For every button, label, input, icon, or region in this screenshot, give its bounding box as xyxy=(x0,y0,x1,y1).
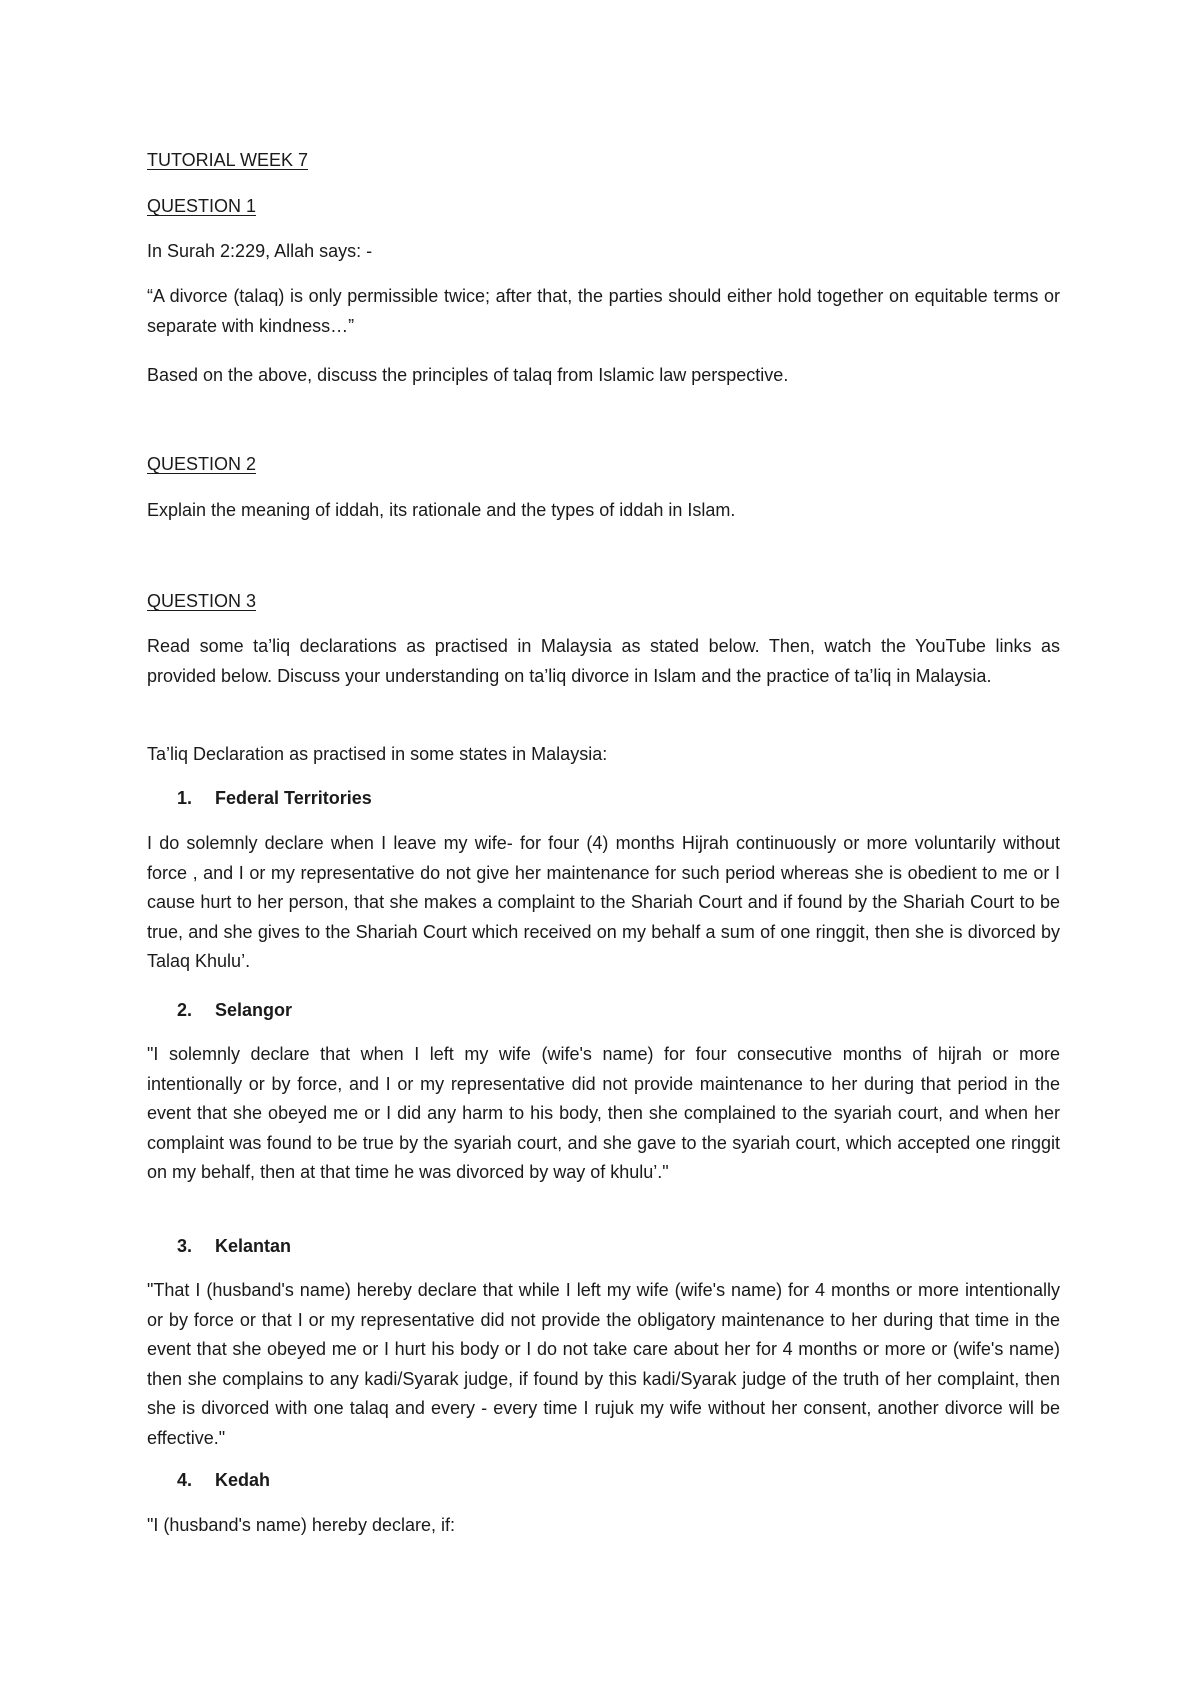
question-2-task: Explain the meaning of iddah, its rationale and the types of iddah in Islam. xyxy=(147,500,736,520)
state-declaration-text: "I (husband's name) hereby declare, if: xyxy=(147,1515,455,1535)
state-heading xyxy=(177,1470,270,1491)
question-1-quote: “A divorce (talaq) is only permissible twice; after that, the parties should either hold together on equitable terms or separate with kindness…” xyxy=(147,286,1060,336)
state-name: Selangor xyxy=(215,1000,293,1020)
question-1-task: Based on the above, discuss the principles of talaq from Islamic law perspective. xyxy=(147,365,789,385)
question-3-subheading: Ta’liq Declaration as practised in some states in Malaysia: xyxy=(147,744,608,764)
question-1-heading: QUESTION 1 xyxy=(147,196,257,216)
state-name: Kedah xyxy=(215,1470,271,1490)
state-name: Kelantan xyxy=(215,1236,292,1256)
state-heading xyxy=(177,788,372,809)
question-3-heading: QUESTION 3 xyxy=(147,591,257,611)
state-heading xyxy=(177,1236,291,1257)
state-number: 1. xyxy=(177,788,193,808)
question-2-heading: QUESTION 2 xyxy=(147,454,257,474)
question-3-task: Read some ta’liq declarations as practised in Malaysia as stated below. Then, watch the YouTube links as provided below. Discuss your understanding on ta’liq divorce in Islam and the practice of ta’liq in Malaysia. xyxy=(147,636,1060,686)
state-declaration-text: "That I (husband's name) hereby declare that while I left my wife (wife's name) for 4 months or more intentionally or by force or that I or my representative did not provide the obligatory maintenance to her during that time in the event that she obeyed me or I hurt his body or I do not take care about her for 4 months or more or (wife's name) then she complains to any kadi/Syarak judge, if found by this kadi/Syarak judge of the truth of her complaint, then she is divorced with one talaq and every - every time I rujuk my wife without her consent, another divorce will be effective." xyxy=(147,1280,1060,1448)
state-name: Federal Territories xyxy=(215,788,372,808)
state-number: 3. xyxy=(177,1236,193,1256)
state-heading xyxy=(177,1000,292,1021)
question-1-intro: In Surah 2:229, Allah says: - xyxy=(147,241,373,261)
state-declaration-text: "I solemnly declare that when I left my wife (wife's name) for four consecutive months of hijrah or more intentionally or by force, and I or my representative did not provide maintenance to her during that period in the event that she obeyed me or I did any harm to his body, then she complained to the syariah court, and when her complaint was found to be true by the syariah court, and she gave to the syariah court, which accepted one ringgit on my behalf, then at that time he was divorced by way of khulu’." xyxy=(147,1044,1060,1182)
state-number: 2. xyxy=(177,1000,193,1020)
state-number: 4. xyxy=(177,1470,193,1490)
state-declaration-text: I do solemnly declare when I leave my wife- for four (4) months Hijrah continuously or more voluntarily without force , and I or my representative do not give her maintenance for such period whereas she is obedient to me or I cause hurt to her person, that she makes a complaint to the Shariah Court and if found by the Shariah Court to be true, and she gives to the Shariah Court which received on my behalf a sum of one ringgit, then she is divorced by Talaq Khulu’. xyxy=(147,833,1060,971)
document-title: TUTORIAL WEEK 7 xyxy=(147,150,309,170)
